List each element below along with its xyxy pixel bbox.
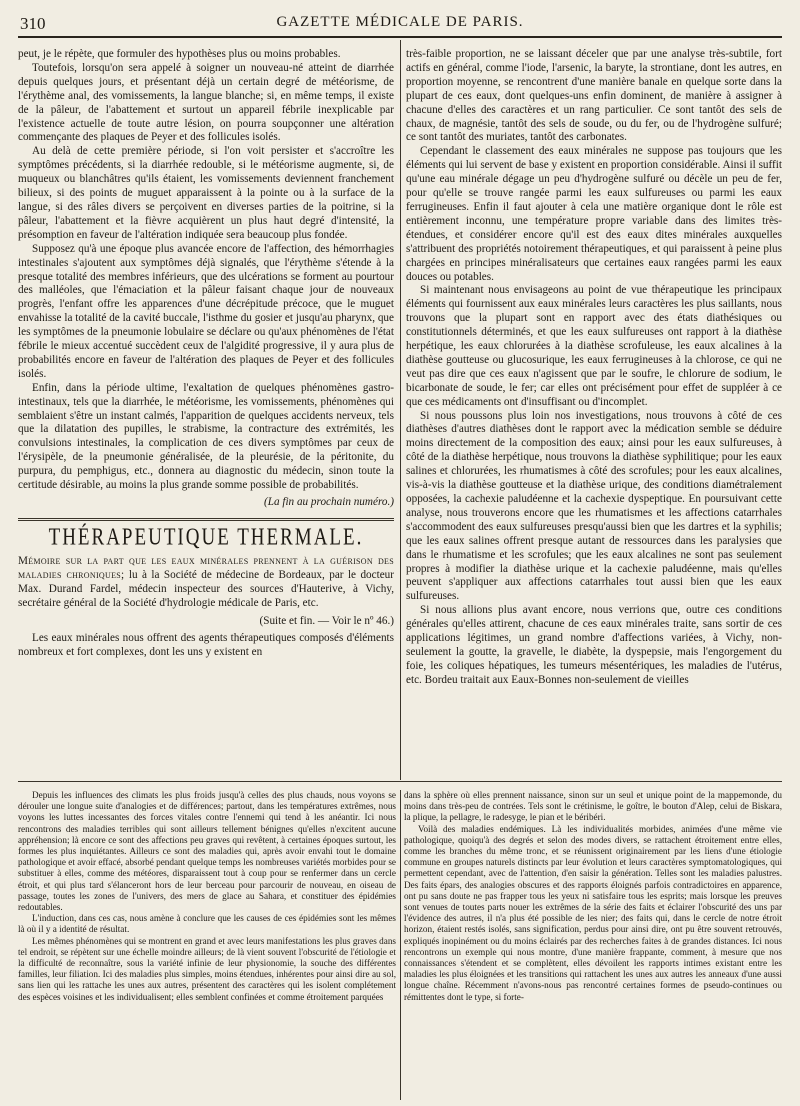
paragraph: Enfin, dans la période ultime, l'exaltation de quelques phénomènes gastro-intestinaux, tels que la diarrhée, le météorisme, les vomissements, phénomènes qui semblaient s'être un instant calmés, l'apparition de quelques accidents nerveux, tels que la dilatation des pupilles, le strabisme, la contracture des extrémités, les convulsions intestinales, la complication de ces divers symptômes par ceux de l'érysipèle, de la pneumonie généralisée, de la pleurésie, de la péritonite, du purpura, du pemphigus, etc., donnera au diagnostic du médecin, sinon toute la certitude désirable, au moins la plus grande somme possible de probabilités. [18,381,394,492]
section-title: THÉRAPEUTIQUE THERMALE. [48,524,364,551]
paragraph: Les mêmes phénomènes qui se montrent en grand et avec leurs manifestations les plus graves dans tel endroit, se répètent sur une échelle moindre ailleurs; de là vient souvent l'obscurité de l'étiologie et la difficulté de reconnaître, sous la variété infinie de leur physionomie, la souche des différentes familles, leur filiation. Ici des maladies plus simples, moins étendues, inhérentes pour ainsi dire au sol, sans lien qui les rattache les unes aux autres, présentent des caractères qui les isolent complétement des espèces voisines et les individualisent; elles semblent confinées et comme étroitement parquées [18,935,396,1002]
journal-title: GAZETTE MÉDICALE DE PARIS. [276,14,524,30]
paragraph: dans la sphère où elles prennent naissance, sinon sur un seul et unique point de la mappemonde, du moins dans très-peu de contrées. Tels sont le crétinisme, le goître, le bouton d'Alep, celui de Biskara, la plique, la pellagre, le radesyge, le pian et le béribéri. [404,790,782,823]
section-divider [18,518,394,521]
column-rule [400,40,401,780]
paragraph: Si nous poussons plus loin nos investigations, nous trouvons à côté de ces diathèses d'autres diathèses dont le rapport avec la médication semble se déduire moins directement de la composition des eaux; ainsi pour les eaux sulfureuses, à côté de la diathèse herpétique, nous trouvons la diathèse syphilitique; pour les eaux salines et chlorurées, les rhumatismes à côté des scrofules; pour les eaux alcalines, vis-à-vis la diathèse goutteuse et la diathèse urique, des conditions diamétralement opposées, la cachexie paludéenne et la cachexie dyspeptique. En poursuivant cette analyse, nous trouverons encore que les rhumatismes et les affections catarrhales s'accommodent des eaux sulfureuses presqu'aussi bien que les dartres et la syphilis; que les eaux salines offrent presque autant de ressources dans les paralysies que dans le rhumatisme et les scrofules; que les eaux alcalines ne sont pas seulement propres à modifier la diathèse urique et la cachexie paludéenne, mais qu'elles peuvent s'appliquer aux affections catarrhales tout aussi bien que les eaux sulfureuses. [406,409,782,603]
page-number: 310 [20,14,46,33]
continued-note: (La fin au prochain numéro.) [264,496,394,508]
upper-right-column [406,48,782,780]
paragraph: L'induction, dans ces cas, nous amène à conclure que les causes de ces épidémies sont les mêmes là où il y a identité de résultat. [18,913,396,935]
paragraph: très-faible proportion, ne se laissant déceler que par une analyse très-subtile, fort actifs en général, comme l'iode, l'arsenic, la baryte, la strontiane, dont les autres, en proportion moyenne, se rencontrent d'une manière banale en quelque sorte dans la plupart de ces eaux, dont quelques-uns enfin dominent, de manière à assigner à chacune d'elles des caractères et un rang particulier. Ce sont tantôt des sels de chaux, de magnésie, tantôt des sels de soude, ou du fer, ou de l'hydrogène sulfuré; ce sont tantôt des muriates, tantôt des carbonates. [406,48,782,144]
upper-section [18,40,782,780]
paragraph: Cependant le classement des eaux minérales ne suppose pas toujours que les éléments qui lui servent de base y existent en proportion considérable. Ainsi il suffit qu'une eau minérale dégage un peu d'hydrogène sulfuré ou décèle un peu de fer, pour qu'elle se trouve rangée parmi les eaux sulfureuses ou parmi les eaux ferrugineuses. Enfin il faut ajouter à cela une matière organique dont le rôle est entièrement inconnu, une température propre variable dans des limites très-étendues, et considérer encore qu'il est des eaux dites minérales auxquelles s'attribuent des propriétés notoirement thérapeutiques, et qui paraissent à peine plus chargées en principes minéralisateurs que certaines eaux rangées parmi les eaux douces ou potables. [406,145,782,283]
memoir-heading [18,555,394,611]
paragraph: peut, je le répète, que formuler des hypothèses plus ou moins probables. [18,48,341,60]
lower-left-column [18,790,396,1100]
lower-right-column [404,790,782,1100]
paragraph: Toutefois, lorsqu'on sera appelé à soigner un nouveau-né atteint de diarrhée depuis quelques jours, et présentant déjà un certain degré de météorisme, de l'érythème anal, des vomissements, la langue blanche; si, en même temps, il existe de la pâleur, de l'abattement et surtout un appareil fébrile inexplicable par l'existence actuelle de toute autre lésion, on pourra soupçonner une altération commençante des plaques de Peyer et des follicules isolés. [18,61,394,144]
paragraph: Si maintenant nous envisageons au point de vue thérapeutique les principaux éléments qui fournissent aux eaux minérales leurs caractères les plus saillants, nous trouvons que la plupart sont en rapport avec des états diathésiques ou constitutionnels déterminés, et que les eaux sulfureuses ont rapport à la diathèse herpétique, les eaux chlorurées à la diathèse scrofuleuse, les eaux alcalines à la diathèse goutteuse ou glucosurique, les eaux ferrugineuses à la chlorose, ce qui ne veut pas dire que ces eaux n'agissent que par le soufre, le chlorure de sodium, le bicarbonate de soude, le fer; car elles ont précisément pour effet de suppléer à ce que ces médicaments ont d'insuffisant ou d'incomplet. [406,284,782,408]
paragraph: Si nous allions plus avant encore, nous verrions que, outre ces conditions générales qu'elles attirent, chacune de ces eaux minérales traite, sans sortir de ces applications légitimes, un grand nombre d'affections variées, à Vichy, non-seulement la goutte, la gravelle, le diabète, la dyspepsie, mais l'engorgement du foie, les coliques hépatiques, les tumeurs mésentériques, les maladies de l'utérus, etc. Bordeu traitait aux Eaux-Bonnes non-seulement de vieilles [406,604,782,686]
page-header [18,14,782,38]
upper-left-column [18,48,394,780]
paragraph: Depuis les influences des climats les plus froids jusqu'à celles des plus chauds, nous voyons se dérouler une longue suite d'analogies et de différences; partout, dans les températures extrêmes, nous voyons les luttes incessantes des forces vitales contre l'ennemi qui tend à les anéantir. Ici nous rencontrons des maladies terribles qui sont ailleurs tellement bénignes qu'elles n'excitent aucune appréhension; là encore ce sont des affections peu graves qui revêtent, à certaines époques surtout, les formes les plus inquiétantes. Ailleurs ce sont des maladies qui, après avoir envahi tout le domaine pathologique et avoir effacé, absorbé pendant quelque temps les nombreuses variétés morbides pour se substituer à elles, comme des météores, disparaissent tout à coup pour se renfermer dans un cercle étroit, et qui plus tard s'élanceront hors de leur berceau pour parcourir de nouveau, en oiseau de passage, toutes les zones de l'univers, des mers de glace au Sahara, et constituer des épidémies redoutables. [18,790,396,913]
feuilleton-section [18,790,782,1100]
column-rule [400,790,401,1100]
paragraph: Supposez qu'à une époque plus avancée encore de l'affection, des hémorrhagies intestinales s'ajoutent aux symptômes déjà signalés, que l'érythème s'étende à la presque totalité des membres inférieurs, que des ulcérations se forment au pourtour des malléoles, que l'émaciation et la pâleur faisant chaque jour de nouveaux progrès, l'enfant offre les apparences d'une décrépitude précoce, que le muguet envahisse la totalité de la cavité buccale, l'isthme du gosier et jusqu'au pharynx, que les symptômes de la pneumonie lobulaire se déclare ou qu'aux phénomènes de l'état fébrile le mieux accentué succèdent ceux de l'algidité progressive, il y aura plus de probabilités encore en faveur de l'altération des plaques de Peyer et des follicules isolés. [18,242,394,380]
feuilleton-separator [18,781,782,782]
paragraph: Voilà des maladies endémiques. Là les individualités morbides, animées d'une même vie pathologique, quoiqu'à des degrés et selon des modes divers, se rattachent étroitement entre elles, comme les branches du même tronc, et se réunissent originairement par les liens d'une étiologie commune en groupes naturels distincts par leur évolution et leurs caractères symptomatologiques, qui permettent cependant, avec de l'attention, d'en saisir la génération. Telles sont les maladies palustres. Des faits épars, des analogies obscures et des rapports éloignés parfois contradictoires en apparence, ont pu sans doute ne pas frapper tous les yeux ni satisfaire tous les esprits; mais lorsque les preuves sont venues de toutes parts nouer les extrêmes de la série des faits et éclairer l'obscurité des uns par l'évidence des autres, il n'a plus été possible de les nier; des faits qui, dans le cercle de notre étroit horizon, étaient restés isolés, sans signification, perdus pour ainsi dire, ont pu être souvent retrouvés, expliqués inopinément ou du moins éclairés par des recherches faites à de grandes distances. Ici nous rencontrons un exemple qui nous montre, d'une manière frappante, comment, à mesure que nos connaissances s'étendent et se complètent, elles dévoilent les rapports intimes existant entre les maladies les plus éloignées et les transitions qui rattachent les unes aux autres les anneaux d'une aussi longue chaîne. Récemment n'avons-nous pas rencontré certaines formes de pseudo-continues ou rémittentes dont le type, si forte- [404,823,782,1002]
paragraph: Les eaux minérales nous offrent des agents thérapeutiques composés d'éléments nombreux et fort complexes, dont les uns y existent en [18,632,394,659]
suite-note: (Suite et fin. — Voir le nº 46.) [259,614,394,627]
memoir-byline: lu à la Société de médecine de Bordeaux, par le docteur Max. Durand Fardel, médecin inspecteur des sources d'Hauterive, à Vichy, secrétaire général de la Société d'hydrologie médicale de Paris, etc. [18,568,394,609]
paragraph: Au delà de cette première période, si l'on voit persister et s'accroître les symptômes précédents, si la diarrhée redouble, si le météorisme augmente, si, de muqueux ou blanchâtres qu'ils étaient, les vomissements deviennent franchement bilieux, si des points de muguet apparaissent à la pointe ou à la surface de la langue, si des râles divers se perçoivent en diverses parties de la poitrine, si la pâleur, l'abattement et la fièvre acquièrent un plus haut degré d'intensité, la présomption en faveur de l'altération indiquée sera beaucoup plus fondée. [18,145,394,241]
memoir-title: Mémoire sur la part que les eaux minérales prennent à la guérison des maladies chroniques; [18,554,394,581]
